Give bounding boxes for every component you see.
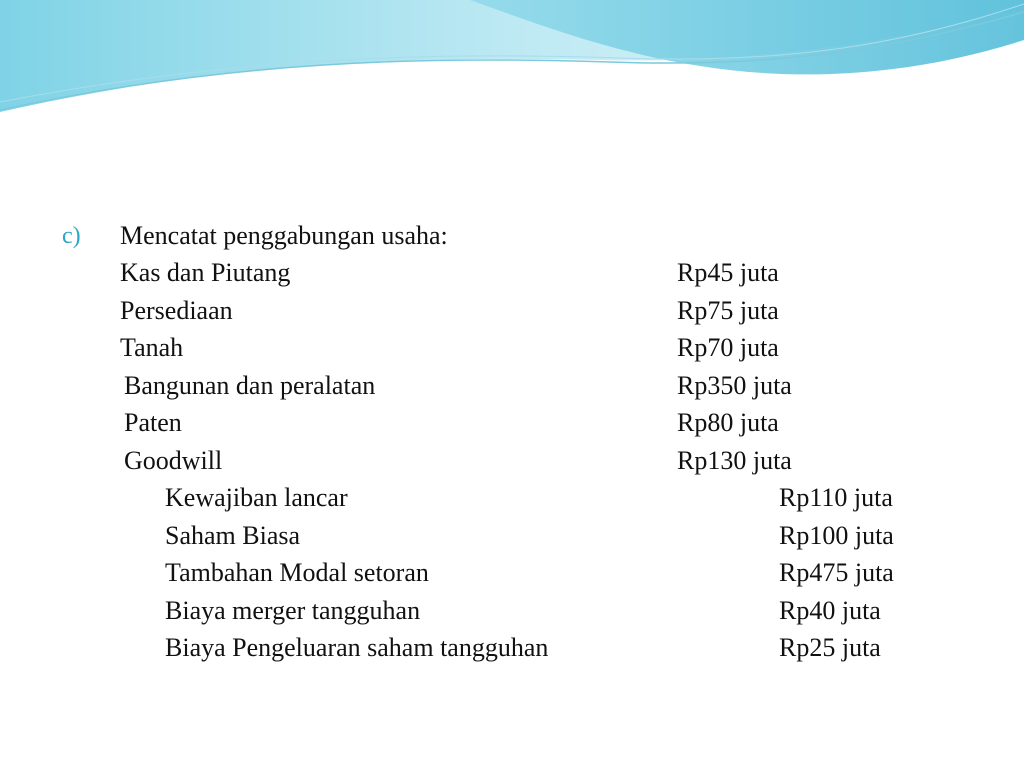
list-marker: c) xyxy=(62,223,81,249)
debit-amount: Rp75 juta xyxy=(677,296,779,325)
debit-account: Persediaan xyxy=(120,296,233,325)
credit-amount: Rp475 juta xyxy=(779,558,894,587)
debit-amount: Rp45 juta xyxy=(677,258,779,287)
credit-amount: Rp25 juta xyxy=(779,633,881,662)
header-wave-decoration xyxy=(0,0,1024,130)
debit-account: Bangunan dan peralatan xyxy=(124,371,376,400)
debit-account: Tanah xyxy=(120,333,184,362)
debit-amount: Rp130 juta xyxy=(677,446,792,475)
debit-account: Goodwill xyxy=(124,446,223,475)
debit-amount: Rp70 juta xyxy=(677,333,779,362)
debit-amount: Rp350 juta xyxy=(677,371,792,400)
credit-account: Kewajiban lancar xyxy=(165,483,348,512)
debit-account: Paten xyxy=(124,408,182,437)
credit-account: Tambahan Modal setoran xyxy=(165,558,429,587)
credit-amount: Rp100 juta xyxy=(779,521,894,550)
credit-amount: Rp40 juta xyxy=(779,596,881,625)
credit-amount: Rp110 juta xyxy=(779,483,893,512)
debit-account: Kas dan Piutang xyxy=(120,258,291,287)
debit-amount: Rp80 juta xyxy=(677,408,779,437)
credit-account: Biaya Pengeluaran saham tangguhan xyxy=(165,633,549,662)
journal-heading: Mencatat penggabungan usaha: xyxy=(120,221,448,250)
credit-account: Saham Biasa xyxy=(165,521,301,550)
credit-account: Biaya merger tangguhan xyxy=(165,596,421,625)
